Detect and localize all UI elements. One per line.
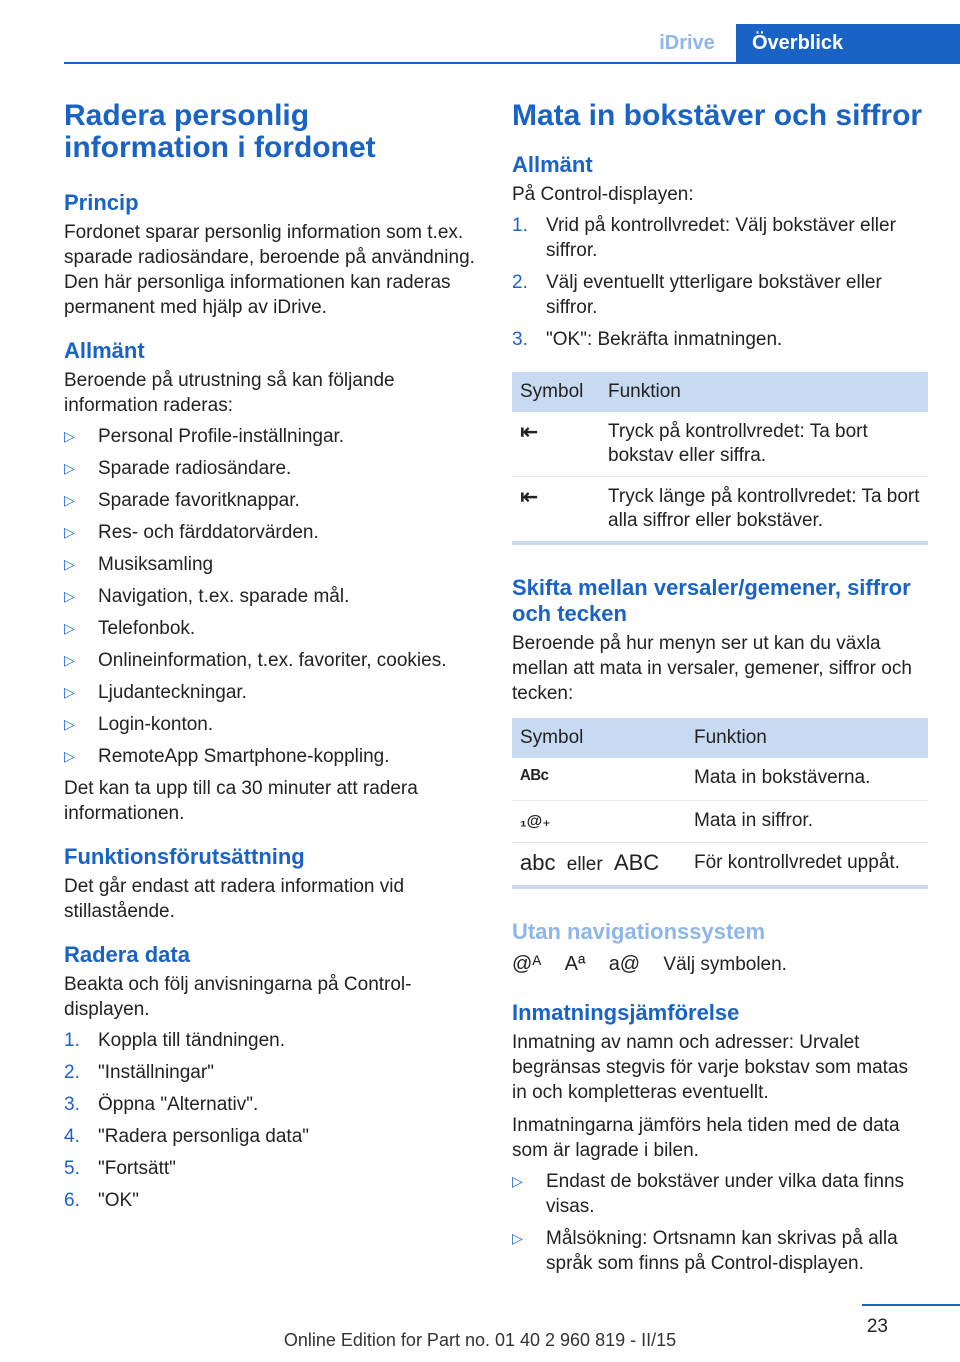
section-radera [64,942,478,1213]
heading-utan: Utan navigationssystem [512,919,766,944]
triangle-bullet-icon: ▷ [64,492,75,508]
right-column [512,100,928,1283]
comparison-list [512,1169,928,1276]
footer-divider [862,1304,960,1306]
triangle-bullet-icon: ▷ [64,428,75,444]
step-item: 1. Koppla till tändningen. [64,1030,285,1051]
lowercase-letter-icon: a@ [608,953,641,975]
triangle-bullet-icon: ▷ [64,524,75,540]
triangle-bullet-icon: ▷ [64,684,75,700]
right-title: Mata in bokstäver och siffror [512,99,923,132]
section-allmant-right [512,152,928,352]
text-allmant-right: På Control-displayen: [512,184,694,205]
list-item: ▷ Telefonbok. [64,618,196,639]
uppercase-icon: ABC [613,850,660,875]
list-item: ▷ Endast de bokstäver under vilka data finns visas. [512,1171,905,1217]
triangle-bullet-icon: ▷ [64,556,75,572]
step-item: 6. "OK" [64,1190,139,1211]
uppercase-letter-icon: Aª [564,953,586,975]
heading-jamforelse: Inmatningsjämförelse [512,1000,740,1025]
letters-icon: ᴬᴮᶜ [520,765,550,790]
symbol-selection-line: @ᴬ Aª a@ Välj symbolen. [512,949,928,980]
step-item: 5. "Fortsätt" [64,1158,176,1179]
step-item: 2. "Inställningar" [64,1062,214,1083]
step-item: 1. Vrid på kontrollvredet: Välj bokstäver eller siffror. [512,215,896,261]
radera-steps [64,1028,478,1213]
list-item: ▷ Res- och färddatorvärden. [64,522,319,543]
triangle-bullet-icon: ▷ [64,588,75,604]
list-item: ▷ Målsökning: Ortsnamn kan skrivas på alla språk som finns på Control-displayen. [512,1228,898,1274]
step-item: 3. "OK": Bekräfta inmatningen. [512,329,783,350]
text-radera: Beakta och följ anvisningarna på Control-displayen. [64,974,412,1020]
text-skifta: Beroende på hur menyn ser ut kan du växla mellan att mata in versaler, gemener, siffror och tecken: [512,633,912,704]
triangle-bullet-icon: ▷ [64,748,75,764]
text-princip: Fordonet sparar personlig information som t.ex. sparade radiosändare, beroende på användning. Den här personliga informationen kan raderas permanent med hjälp av iDrive. [64,222,475,318]
heading-funktion: Funktionsförutsättning [64,844,305,869]
list-item: ▷ Personal Profile-inställningar. [64,426,345,447]
triangle-bullet-icon: ▷ [512,1230,523,1246]
list-item: ▷ RemoteApp Smartphone-koppling. [64,746,390,767]
header-tab-overblick: Överblick [736,24,960,62]
heading-skifta: Skifta mellan versaler/gemener, siffror och tecken [512,575,911,626]
lowercase-icon: abc [520,850,556,875]
table-row: ₁@₊ Mata in siffror. [512,801,928,843]
heading-radera: Radera data [64,942,190,967]
step-item: 2. Välj eventuellt ytterligare bokstäver eller siffror. [512,272,882,318]
deletable-info-list [64,424,478,769]
text-allmant-left: Beroende på utrustning så kan följande information raderas: [64,370,395,416]
text-jamforelse-2: Inmatningarna jämförs hela tiden med de data som är lagrade i bilen. [512,1115,900,1161]
table-header-funktion: Funktion [600,372,928,412]
triangle-bullet-icon: ▷ [64,620,75,636]
section-princip [64,190,478,320]
list-item: ▷ Onlineinformation, t.ex. favoriter, cookies. [64,650,447,671]
edition-text: Online Edition for Part no. 01 40 2 960 819 - II/15 [283,1330,677,1350]
header-tab-idrive: iDrive [659,32,715,54]
section-allmant-left [64,338,478,826]
page-header [64,0,960,64]
text-funktion: Det går endast att radera information vid stillastående. [64,876,405,922]
list-item: ▷ Ljudanteckningar. [64,682,247,703]
list-item: ▷ Login-konton. [64,714,214,735]
backspace-icon: ⇤ [520,419,539,444]
section-funktion [64,844,478,924]
step-item: 4. "Radera personliga data" [64,1126,310,1147]
table-row: abc eller ABC För kontrollvredet uppåt. [520,850,900,875]
step-item: 3. Öppna "Alternativ". [64,1094,259,1115]
table-header-funktion: Funktion [686,718,928,758]
table-header-symbol: Symbol [512,718,686,758]
list-item: ▷ Musiksamling [64,554,214,575]
delete-symbol-table [512,372,928,545]
list-item: ▷ Sparade radiosändare. [64,458,292,479]
digits-icon: ₁@₊ [520,813,551,830]
backspace-icon: ⇤ [520,484,539,509]
section-skifta [512,575,928,706]
text-duration: Det kan ta upp till ca 30 minuter att radera informationen. [64,778,418,824]
list-item: ▷ Navigation, t.ex. sparade mål. [64,586,350,607]
heading-princip: Princip [64,190,139,215]
section-utan [512,919,928,980]
table-row: ᴬᴮᶜ Mata in bokstäverna. [512,758,928,801]
at-symbol-icon: @ᴬ [512,953,542,975]
table-row: ⇤ Tryck på kontrollvredet: Ta bort bokstav eller siffra. [512,412,928,477]
triangle-bullet-icon: ▷ [64,716,75,732]
list-item: ▷ Sparade favoritknappar. [64,490,300,511]
triangle-bullet-icon: ▷ [64,460,75,476]
table-row: ⇤ Tryck länge på kontrollvredet: Ta bort alla siffror eller bokstäver. [520,484,920,531]
triangle-bullet-icon: ▷ [64,652,75,668]
triangle-bullet-icon: ▷ [512,1173,523,1189]
section-jamforelse [512,1000,928,1276]
page-number: 23 [866,1316,888,1337]
left-column [64,100,478,1231]
input-steps [512,213,928,352]
left-title: Radera personlig information i fordonet [64,99,376,164]
heading-allmant-right: Allmänt [512,152,593,177]
heading-allmant-left: Allmänt [64,338,145,363]
table-header-symbol: Symbol [512,372,600,412]
case-symbol-table [512,718,928,889]
text-jamforelse-1: Inmatning av namn och adresser: Urvalet begränsas stegvis för varje bokstav som matas in och kompletteras eventuellt. [512,1032,909,1103]
